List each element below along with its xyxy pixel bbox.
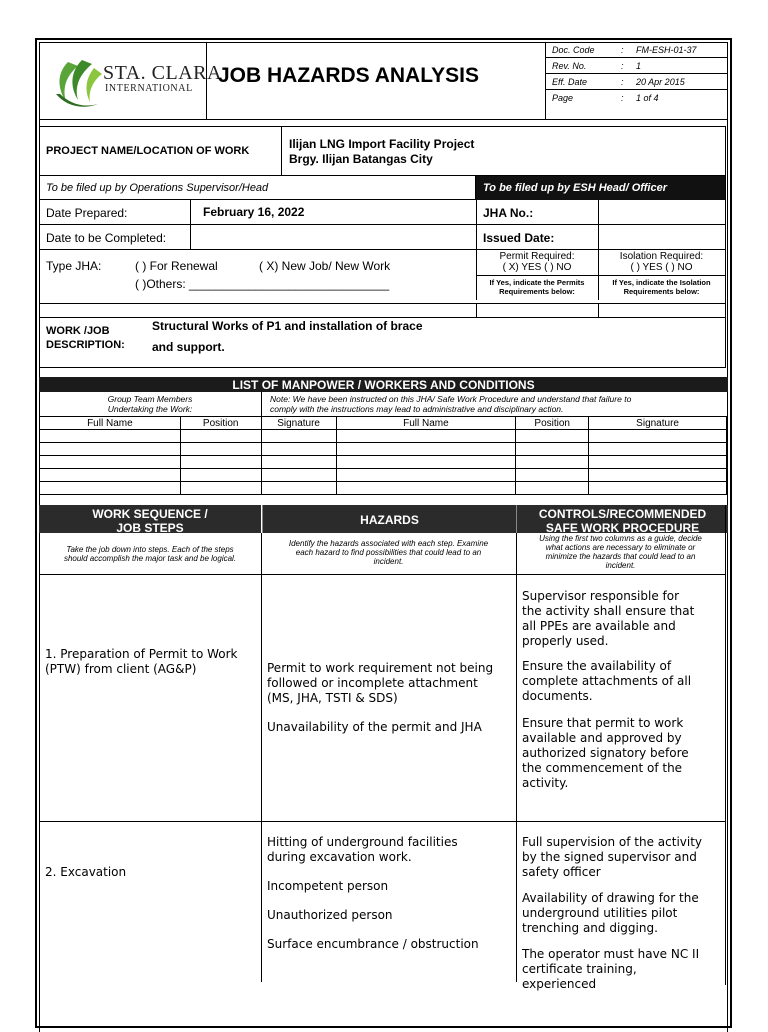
hazard-item: Permit to work requirement not being followed or incomplete attachment (MS, JHA, TSTI & SDS)	[267, 661, 494, 705]
hazard-item: Surface encumbrance / obstruction	[267, 937, 479, 951]
project-name: Ilijan LNG Import Facility Project	[289, 137, 475, 151]
doc-info-row: Page : 1 of 4	[552, 93, 659, 103]
control-item: Full supervision of the activity by the signed supervisor and safety officer	[522, 835, 703, 879]
column-header: Position	[516, 417, 589, 430]
issued-date-label: Issued Date:	[483, 231, 555, 245]
manpower-table	[39, 416, 727, 495]
hazards-cell	[261, 822, 517, 982]
permit-required-cell	[476, 250, 599, 300]
permit-required-value[interactable]: ( X) YES ( ) NO	[502, 262, 572, 273]
jha-no-label-cell	[476, 200, 599, 225]
job-step: 2. Excavation	[45, 865, 127, 879]
hazards-cell	[261, 575, 517, 822]
job-step-cell	[39, 822, 262, 982]
control-item: Ensure the availability of complete attachments of all documents.	[522, 659, 692, 703]
work-description-label: DESCRIPTION:	[46, 339, 125, 351]
job-step: 1. Preparation of Permit to Work (PTW) from client (AG&P)	[45, 647, 238, 676]
divider	[725, 126, 726, 176]
controls-cell	[516, 575, 726, 822]
doc-info-row: Rev. No. : 1	[545, 58, 728, 74]
hazard-item: Hitting of underground facilities during excavation work.	[267, 835, 458, 864]
hazard-item: Unavailability of the permit and JHA	[267, 720, 482, 734]
spacer-row	[39, 303, 726, 318]
date-completed-label: Date to be Completed:	[46, 231, 167, 245]
column-header: Full Name	[40, 417, 181, 430]
manpower-title: LIST OF MANPOWER / WORKERS AND CONDITIONS	[232, 378, 535, 392]
permit-note: If Yes, indicate the Permits	[489, 278, 585, 287]
column-header: Full Name	[336, 417, 516, 430]
controls-help: Using the first two columns as a guide, decide what actions are necessary to eliminate or minimize the hazards that could lead to an incident.	[516, 533, 726, 575]
column-header: Position	[180, 417, 261, 430]
date-prepared-value-cell	[190, 200, 477, 225]
permit-required-label: Permit Required:	[499, 251, 575, 262]
control-item: Ensure that permit to work available and approved by authorized signatory before the commencement of the activity.	[522, 716, 689, 790]
company-subname: INTERNATIONAL	[105, 83, 193, 94]
doc-info-row: Eff. Date : 20 Apr 2015	[545, 74, 728, 90]
hazard-item: Unauthorized person	[267, 908, 393, 922]
date-prepared-label: Date Prepared:	[46, 206, 128, 220]
permit-note: Requirements below:	[499, 287, 575, 296]
hazards-help: Identify the hazards associated with each step. Examine each hazard to find possibilities that could lead to an incident.	[261, 533, 517, 575]
table-row[interactable]	[40, 430, 727, 443]
ops-note: To be filed up by Operations Supervisor/Head	[46, 182, 269, 194]
type-jha-label: Type JHA:	[46, 259, 102, 273]
doc-info-row: Doc. Code : FM-ESH-01-37	[545, 42, 728, 58]
manpower-bar	[39, 377, 728, 392]
column-header: Signature	[261, 417, 336, 430]
table-row[interactable]	[40, 482, 727, 495]
type-new-job-option[interactable]: ( X) New Job/ New Work	[259, 259, 391, 273]
isolation-required-cell	[598, 250, 726, 300]
project-label: PROJECT NAME/LOCATION OF WORK	[46, 145, 250, 157]
isolation-required-label: Isolation Required:	[619, 251, 704, 262]
hazards-header: HAZARDS	[262, 505, 516, 533]
type-renewal-option[interactable]: ( ) For Renewal	[135, 259, 218, 273]
date-prepared-value: February 16, 2022	[203, 205, 305, 219]
esh-note-cell	[476, 176, 726, 200]
ops-note-cell	[39, 176, 476, 200]
jha-no-label: JHA No.:	[483, 206, 534, 220]
isolation-note: If Yes, indicate the Isolation	[612, 278, 711, 287]
logo-cell	[39, 42, 222, 120]
company-name: STA. CLARA	[103, 62, 222, 84]
work-description-cell	[39, 318, 726, 368]
table-row[interactable]	[40, 456, 727, 469]
hazard-item: Incompetent person	[267, 879, 389, 893]
date-completed-value[interactable]	[190, 225, 477, 250]
controls-cell	[516, 822, 726, 991]
divider	[725, 505, 726, 985]
work-sequence-header: WORK SEQUENCE / JOB STEPS	[39, 505, 261, 533]
isolation-note: Requirements below:	[623, 287, 700, 296]
date-completed-label-cell	[39, 225, 191, 250]
project-location: Brgy. Ilijan Batangas City	[289, 152, 433, 166]
isolation-required-value[interactable]: ( ) YES ( ) NO	[630, 262, 693, 273]
issued-date-label-cell	[476, 225, 599, 250]
work-sequence-help: Take the job down into steps. Each of the steps should accomplish the major task and be logical.	[39, 533, 262, 575]
type-others-option[interactable]: ( )Others: ______________________________	[135, 277, 390, 291]
group-members-cell: Group Team Members Undertaking the Work:	[39, 392, 262, 417]
control-item: Supervisor responsible for the activity shall ensure that all PPEs are available and properly used.	[522, 589, 695, 648]
project-label-cell	[39, 126, 282, 176]
page-title: JOB HAZARDS ANALYSIS	[218, 64, 479, 87]
company-logo-icon	[48, 54, 108, 114]
work-description-line: and support.	[152, 340, 225, 354]
control-item: The operator must have NC II certificate training, experienced	[522, 947, 700, 991]
issued-date-value[interactable]	[598, 225, 726, 250]
table-row[interactable]	[40, 443, 727, 456]
controls-header: CONTROLS/RECOMMENDED SAFE WORK PROCEDURE	[516, 505, 728, 533]
type-jha-cell	[39, 250, 477, 300]
project-value-cell	[281, 126, 726, 176]
column-header: Signature	[589, 417, 727, 430]
title-cell	[206, 42, 546, 120]
esh-note: To be filed up by ESH Head/ Officer	[483, 182, 667, 194]
manpower-note-cell: Note: We have been instructed on this JHA/ Safe Work Procedure and understand that failure to comply with the instructions may lead to administrative and disciplinary action.	[262, 392, 726, 417]
table-header-row	[40, 417, 727, 430]
table-row[interactable]	[40, 469, 727, 482]
control-item: Availability of drawing for the underground utilities pilot trenching and digging.	[522, 891, 699, 935]
work-description-label: WORK /JOB	[46, 325, 110, 337]
job-step-cell	[39, 575, 262, 822]
doc-info	[545, 42, 728, 120]
date-prepared-label-cell	[39, 200, 191, 225]
work-description-line: Structural Works of P1 and installation of brace	[152, 319, 423, 333]
jha-no-value[interactable]	[598, 200, 726, 225]
